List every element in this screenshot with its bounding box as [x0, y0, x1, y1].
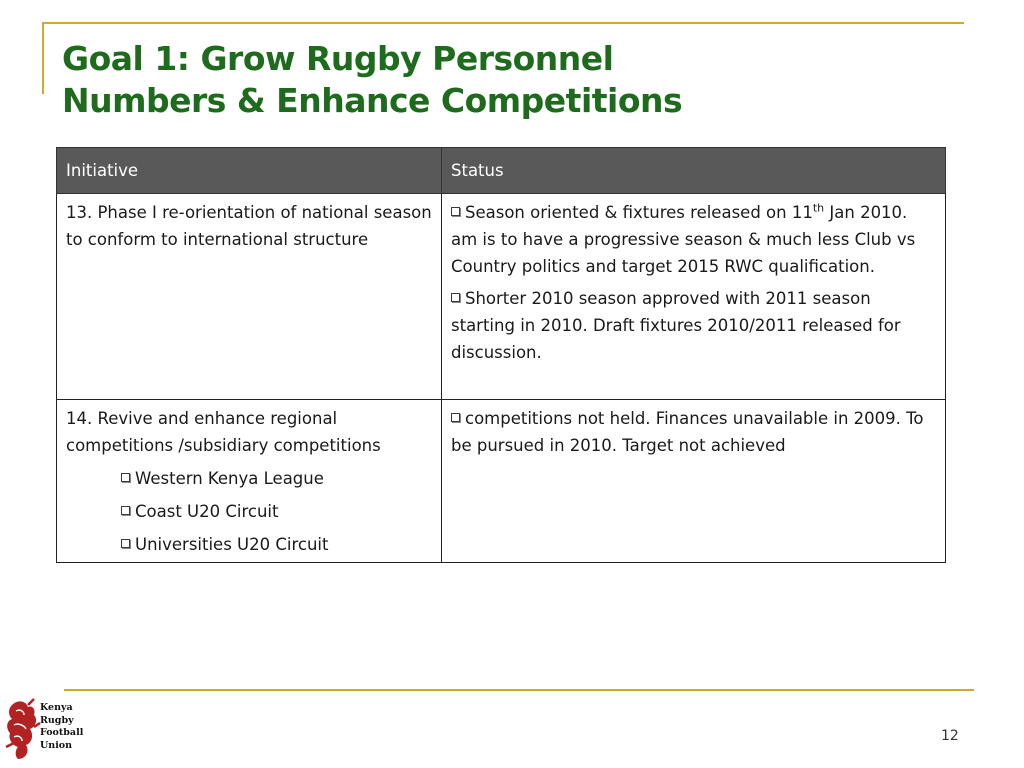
left-rule [42, 22, 44, 94]
table-row [57, 400, 946, 563]
checkbox-bullet-icon [121, 539, 130, 548]
sub-item [66, 498, 432, 525]
bottom-rule [64, 689, 974, 691]
slide-title [62, 38, 962, 122]
status-item [451, 199, 936, 280]
table-row [57, 194, 946, 400]
checkbox-bullet-icon [121, 506, 130, 515]
header-initiative: Initiative [57, 148, 442, 194]
logo-line: Kenya [40, 702, 73, 713]
logo-line: Football [40, 727, 84, 738]
sub-item [66, 465, 432, 492]
initiative-cell [57, 194, 442, 400]
status-item [451, 405, 936, 459]
header-status: Status [442, 148, 946, 194]
sub-item-label: Western Kenya League [135, 469, 324, 488]
initiatives-table [56, 147, 946, 563]
title-line-1: Goal 1: Grow Rugby Personnel [62, 39, 614, 78]
logo-text [40, 702, 83, 752]
logo-line: Rugby [40, 714, 74, 726]
superscript: th [812, 201, 825, 215]
initiative-text: 14. Revive and enhance regional competitions /subsidiary competitions [66, 409, 381, 455]
status-cell [442, 400, 946, 563]
checkbox-bullet-icon [121, 473, 130, 482]
sub-item-label: Coast U20 Circuit [135, 502, 279, 521]
sub-item [66, 531, 432, 558]
table-header-row [57, 148, 946, 194]
page-number: 12 [941, 728, 959, 744]
top-rule [42, 22, 964, 24]
title-line-2: Numbers & Enhance Competitions [62, 81, 683, 120]
status-text: Shorter 2010 season approved with 2011 season starting in 2010. Draft fixtures 2010/2011 released for discussion. [451, 289, 901, 362]
logo-line: Union [40, 739, 73, 751]
initiative-cell [57, 400, 442, 563]
checkbox-bullet-icon [451, 293, 460, 302]
status-text: competitions not held. Finances unavailable in 2009. To be pursued in 2010. Target not achieved [451, 409, 924, 455]
initiative-text: 13. Phase I re-orientation of national season to conform to international structure [66, 203, 432, 249]
status-text: Season oriented & fixtures released on 11 [465, 203, 813, 222]
status-text: Jan 2010. am is to have a progressive season & much less Club vs Country politics and target 2015 RWC qualification. [451, 203, 916, 276]
status-cell [442, 194, 946, 400]
sub-item-label: Universities U20 Circuit [135, 535, 329, 554]
checkbox-bullet-icon [451, 207, 460, 216]
status-item [451, 285, 936, 366]
checkbox-bullet-icon [451, 413, 460, 422]
